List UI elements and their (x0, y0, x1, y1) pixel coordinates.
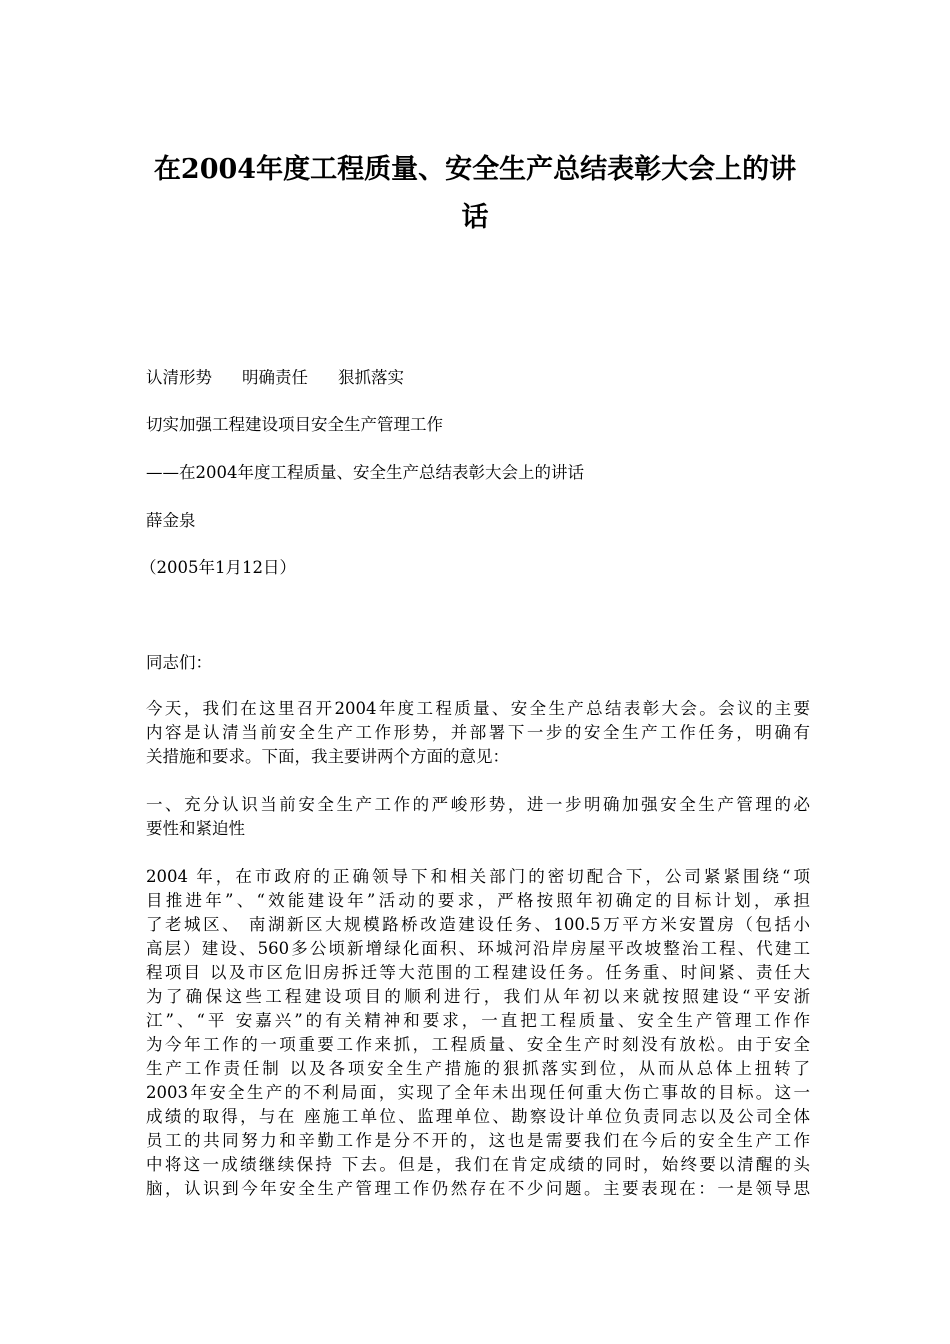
paragraph-line: 成绩的取得，与在 座施工单位、监理单位、勘察设计单位负责同志以及公司全体 (146, 1107, 810, 1126)
speech-date: （2005年1月12日） (140, 558, 296, 577)
paragraph-line: 今天，我们在这里召开2004年度工程质量、安全生产总结表彰大会。会议的主要 (146, 699, 810, 718)
section-heading-1 (146, 793, 810, 841)
title-line-1: 在2004年度工程质量、安全生产总结表彰大会上的讲 (153, 154, 797, 185)
paragraph-body (146, 865, 810, 1201)
motto (146, 366, 810, 390)
subtitle: 切实加强工程建设项目安全生产管理工作 (146, 415, 443, 434)
paragraph-line: 高层）建设、560多公顷新增绿化面积、环城河沿岸房屋平改坡整治工程、代建工 (146, 939, 810, 958)
title-line-2: 话 (461, 202, 489, 233)
paragraph-intro (146, 697, 810, 769)
heading-line: 一、充分认识当前安全生产工作的严峻形势，进一步明确加强安全生产管理的必 (146, 795, 810, 814)
paragraph-line: 2003年安全生产的不利局面，实现了全年未出现任何重大伤亡事故的目标。这一 (146, 1083, 810, 1102)
paragraph-line: 了老城区、 南湖新区大规模路桥改造建设任务、100.5万平方米安置房（包括小 (146, 915, 810, 934)
subtitle-occasion: ——在2004年度工程质量、安全生产总结表彰大会上的讲话 (146, 463, 584, 482)
paragraph-line: 程项目 以及市区危旧房拆迁等大范围的工程建设任务。任务重、时间紧、责任大 (146, 963, 810, 982)
greeting: 同志们： (146, 653, 212, 672)
paragraph-line: 关措施和要求。下面，我主要讲两个方面的意见： (146, 747, 509, 766)
paragraph-line: 为了确保这些工程建设项目的顺利进行，我们从年初以来就按照建设“平安浙 (146, 987, 810, 1006)
paragraph-line: 内容是认清当前安全生产工作形势，并部署下一步的安全生产工作任务，明确有 (146, 723, 810, 742)
paragraph-line: 脑，认识到今年安全生产管理工作仍然存在不少问题。主要表现在：一是领导思 (146, 1179, 810, 1198)
document-title (130, 146, 820, 242)
speaker-name: 薛金泉 (146, 511, 196, 530)
paragraph-line: 目推进年”、“效能建设年”活动的要求，严格按照年初确定的目标计划，承担 (146, 891, 810, 910)
paragraph-line: 员工的共同努力和辛勤工作是分不开的，这也是需要我们在今后的安全生产工作 (146, 1131, 810, 1150)
heading-line: 要性和紧迫性 (146, 819, 245, 838)
motto-item-2: 明确责任 (242, 368, 308, 387)
motto-item-1: 认清形势 (146, 368, 212, 387)
paragraph-line: 2004 年，在市政府的正确领导下和相关部门的密切配合下，公司紧紧围绕“项 (146, 867, 810, 886)
paragraph-line: 中将这一成绩继续保持 下去。但是，我们在肯定成绩的同时，始终要以清醒的头 (146, 1155, 810, 1174)
paragraph-line: 生产工作责任制 以及各项安全生产措施的狠抓落实到位，从而从总体上扭转了 (146, 1059, 810, 1078)
motto-item-3: 狠抓落实 (338, 368, 404, 387)
paragraph-line: 江”、“平 安嘉兴”的有关精神和要求，一直把工程质量、安全生产管理工作作 (146, 1011, 810, 1030)
paragraph-line: 为今年工作的一项重要工作来抓，工程质量、安全生产时刻没有放松。由于安全 (146, 1035, 810, 1054)
